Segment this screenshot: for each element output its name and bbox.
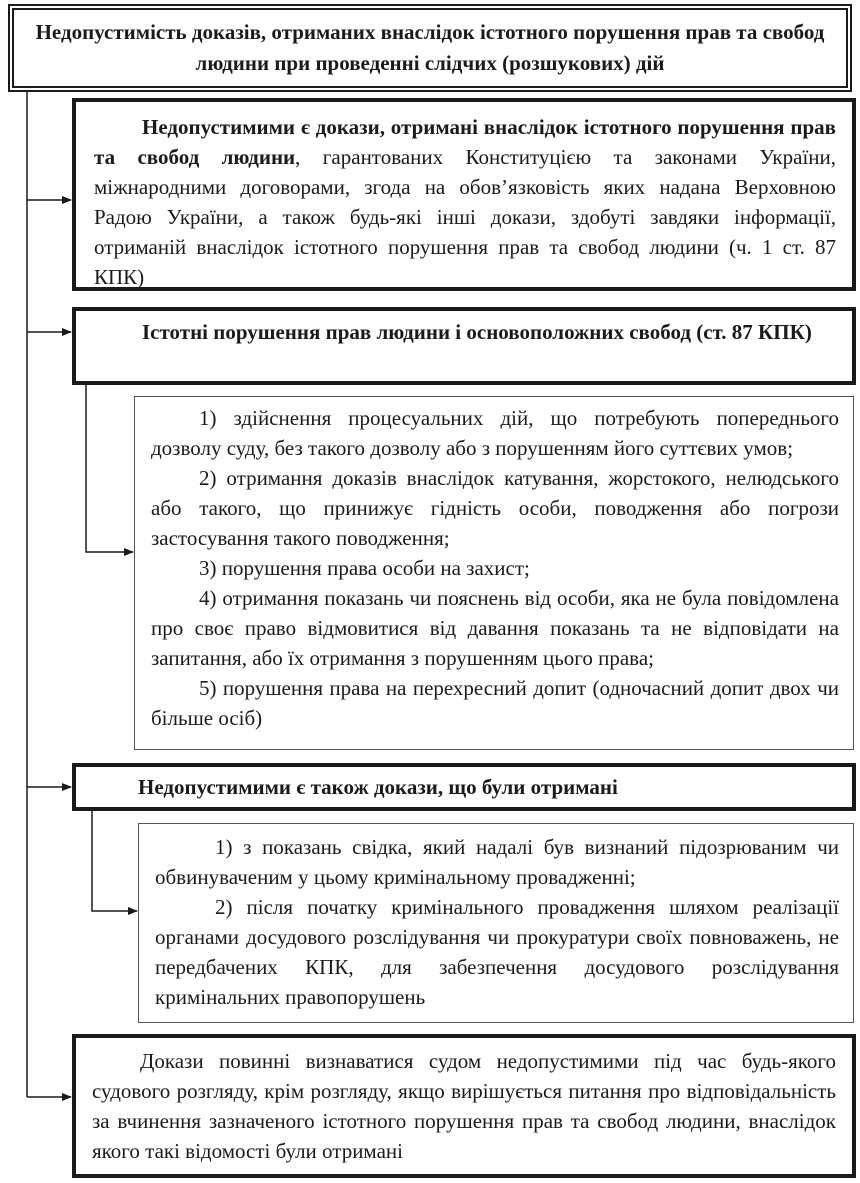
significant-violations-heading: Істотні порушення прав людини і основоположних свобод (ст. 87 КПК)	[142, 320, 812, 344]
court-recognition-box	[72, 1034, 856, 1178]
also-inadmissible-list-box	[138, 823, 854, 1023]
violation-item-5: 5) порушення права на перехресний допит (одночасний допит двох чи більше осіб)	[151, 676, 839, 730]
violation-item-2: 2) отримання доказів внаслідок катування, жорстокого, нелюдського або такого, що принижує гідність особи, поводження або погрози застосування такого поводження;	[151, 466, 839, 550]
diagram-title	[8, 4, 852, 92]
also-inadmissible-heading: Недопустимими є також докази, що були отримані	[138, 775, 618, 799]
also-inadmissible-heading-box	[72, 763, 856, 811]
court-recognition-text: Докази повинні визнаватися судом недопустимими під час будь-якого судового розгляду, крім розгляду, якщо вирішується питання про відповідальність за вчинення зазначеного істотного порушення прав та свобод людини, внаслідок якого такі відомості були отримані	[92, 1049, 836, 1163]
arrow-to-block3	[86, 385, 133, 552]
definition-lead: Недопустимими є докази, отримані внаслідок істотного порушення прав та свобод людини	[94, 115, 836, 169]
significant-violations-heading-box	[72, 307, 856, 385]
also-inadmissible-item-2: 2) після початку кримінального провадження шляхом реалізації органами досудового розслідування чи прокуратури своїх повноважень, не передбачених КПК, для забезпечення досудового розслідування кримінальних правопорушень	[155, 895, 839, 1009]
violation-item-3: 3) порушення права особи на захист;	[199, 556, 530, 580]
definition-paragraph	[94, 112, 836, 292]
diagram-title-text: Недопустимість доказів, отриманих внаслідок істотного порушення прав та свобод людини при проведенні слідчих (розшукових) дій	[35, 20, 825, 75]
violation-item-4: 4) отримання показань чи пояснень від особи, яка не була повідомлена про своє право відмовитися від давання показань та не відповідати на запитання, або їх отримання з порушенням цього права;	[151, 586, 839, 670]
arrow-to-block5	[92, 811, 137, 911]
inadmissible-evidence-definition-box	[72, 98, 856, 291]
violations-list-box	[134, 396, 854, 750]
violation-item-1: 1) здійснення процесуальних дій, що потребують попереднього дозволу суду, без такого дозволу або з порушенням його суттєвих умов;	[151, 406, 839, 460]
definition-text: , гарантованих Конституцією та законами України, міжнародними договорами, згода на обов’язковість яких надана Верховною Радою України, а також будь-які інші докази, здобуті завдяки інформації, отриманій внаслідок істотного порушення прав та свобод людини (ч. 1 ст. 87 КПК)	[94, 145, 837, 289]
also-inadmissible-item-1: 1) з показань свідка, який надалі був визнаний підозрюваним чи обвинуваченим у цьому кримінальному провадженні;	[155, 835, 839, 889]
